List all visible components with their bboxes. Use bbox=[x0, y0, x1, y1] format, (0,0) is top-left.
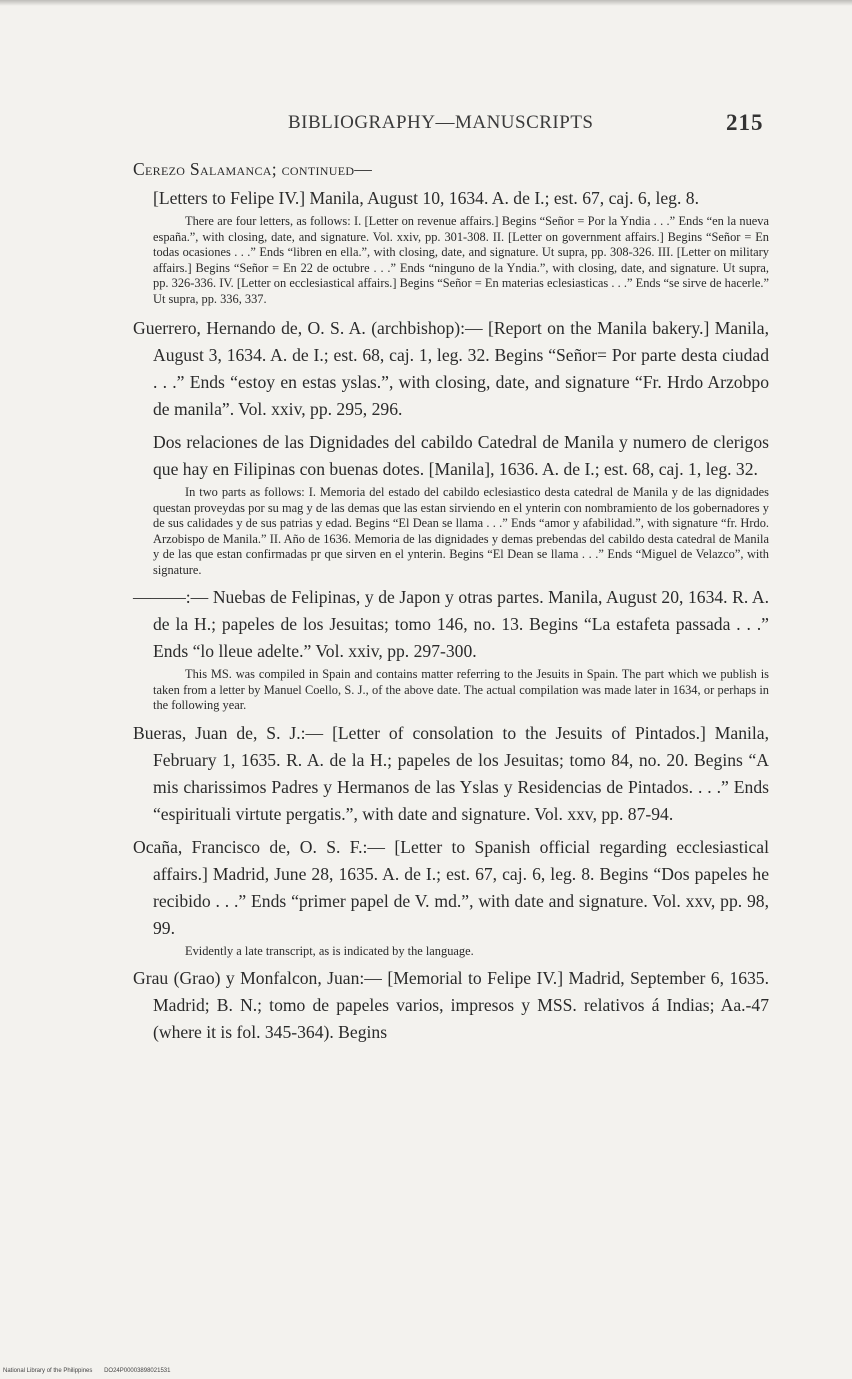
entry-heading: Cerezo Salamanca; continued— bbox=[133, 159, 373, 179]
entry-text: Dos relaciones de las Dignidades del cabildo Catedral de Manila y numero de clerigos que hay en Filipinas con buenas dotes. [Manila], 1636. A. de I.; est. 68, caj. 1, leg. 32. bbox=[153, 432, 769, 479]
entry-text: [Letters to Felipe IV.] Manila, August 10, 1634. A. de I.; est. 67, caj. 6, leg. 8. bbox=[153, 188, 699, 208]
entry-ocana bbox=[133, 834, 769, 960]
entry-note: There are four letters, as follows: I. [Letter on revenue affairs.] Begins “Señor = Por la Yndia . . .” Ends “en la nueva españa.”, with closing, date, and signature. Vol. xxiv, pp. 301-308. II. [Letter on government affairs.] Begins “Señor = En todas ocasiones . . .” Ends “libren en ella.”, with closing, date, and signature. Ut supra, pp. 308-326. III. [Letter on military affairs.] Begins “Señor = En 22 de octubre . . .” Ends “ninguno de la Yndia.”, with closing, date, and signature. Ut supra, pp. 326-336. IV. [Letter on ecclesiastical affairs.] Begins “Señor = En materias eclesiasticas . . .” Ends “se sirve de hacerle.” Ut supra, pp. 336, 337. bbox=[153, 214, 769, 306]
library-name: National Library of the Philippines bbox=[3, 1368, 93, 1374]
entry-note: Evidently a late transcript, as is indicated by the language. bbox=[185, 943, 474, 958]
page-number: 215 bbox=[726, 110, 764, 135]
entry-text: Guerrero, Hernando de, O. S. A. (archbishop):— [Report on the Manila bakery.] Manila, August 3, 1634. A. de I.; est. 68, caj. 1, leg. 32. Begins “Señor= Por parte desta ciudad . . .” Ends “estoy en estas yslas.”, with closing, date, and signature “Fr. Hrdo Arzobpo de manila”. Vol. xxiv, pp. 295, 296. bbox=[133, 318, 769, 419]
entry-guerrero bbox=[133, 315, 769, 423]
entry-cerezo-salamanca bbox=[133, 156, 769, 307]
entry-dos-relaciones bbox=[133, 429, 769, 578]
entry-text: Grau (Grao) y Monfalcon, Juan:— [Memorial to Felipe IV.] Madrid, September 6, 1635. Madrid; B. N.; tomo de papeles varios, impresos y MSS. relativos á Indias; Aa.-47 (where it is fol. 345-364). Begins bbox=[133, 968, 769, 1042]
page-header bbox=[0, 112, 852, 142]
entry-text: Ocaña, Francisco de, O. S. F.:— [Letter to Spanish official regarding ecclesiastical affairs.] Madrid, June 28, 1635. A. de I.; est. 67, caj. 6, leg. 8. Begins “Dos papeles he recibido . . .” Ends “primer papel de V. md.”, with date and signature. Vol. xxv, pp. 98, 99. bbox=[133, 836, 769, 938]
entry-text: ———:— Nuebas de Felipinas, y de Japon y otras partes. Manila, August 20, 1634. R. A. de la H.; papeles de los Jesuitas; tomo 146, no. 13. Begins “La estafeta passada . . .” Ends “lo lleue adelte.” Vol. xxiv, pp. 297-300. bbox=[133, 587, 769, 661]
page-top-edge bbox=[0, 0, 852, 6]
entry-bueras bbox=[133, 720, 769, 828]
bibliography-body bbox=[133, 156, 769, 1052]
entry-text: Bueras, Juan de, S. J.:— [Letter of consolation to the Jesuits of Pintados.] Manila, February 1, 1635. R. A. de la H.; papeles de los Jesuitas; tomo 84, no. 20. Begins “A mis charissimos Padres y Hermanos de las Yslas y Residencias de Pintados. . . .” Ends “espirituali virtute pergatis.”, with date and signature. Vol. xxv, pp. 87-94. bbox=[133, 722, 769, 824]
entry-note: In two parts as follows: I. Memoria del estado del cabildo eclesiastico desta catedral de Manila y de las dignidades questan proveydas por su mag y de las demas que las estan sirviendo en el ynterin con nombramiento de los gobernadores y de sus calidades y de sus patrias y edad. Begins “El Dean se llama . . .” Ends “amor y afabilidad.”, with signature “fr. Hrdo. Arzobispo de Manila.” II. Año de 1636. Memoria de las dignidades y demas prebendas del cabildo desta catedral de Manila y de las que estan confirmadas pr que sirven en el ynterin. Begins “El Dean se llama . . .” Ends “Miguel de Velazco”, with signature. bbox=[153, 485, 769, 577]
scan-code: DO24P00003898021531 bbox=[104, 1368, 171, 1374]
running-head: BIBLIOGRAPHY—MANUSCRIPTS bbox=[288, 112, 594, 133]
entry-grau-monfalcon bbox=[133, 965, 769, 1046]
scan-footer bbox=[3, 1368, 180, 1374]
entry-note: This MS. was compiled in Spain and contains matter referring to the Jesuits in Spain. The part which we publish is taken from a letter by Manuel Coello, S. J., of the above date. The actual compilation was made later in 1634, or perhaps in the following year. bbox=[153, 667, 769, 712]
entry-nuebas-de-felipinas bbox=[133, 584, 769, 714]
